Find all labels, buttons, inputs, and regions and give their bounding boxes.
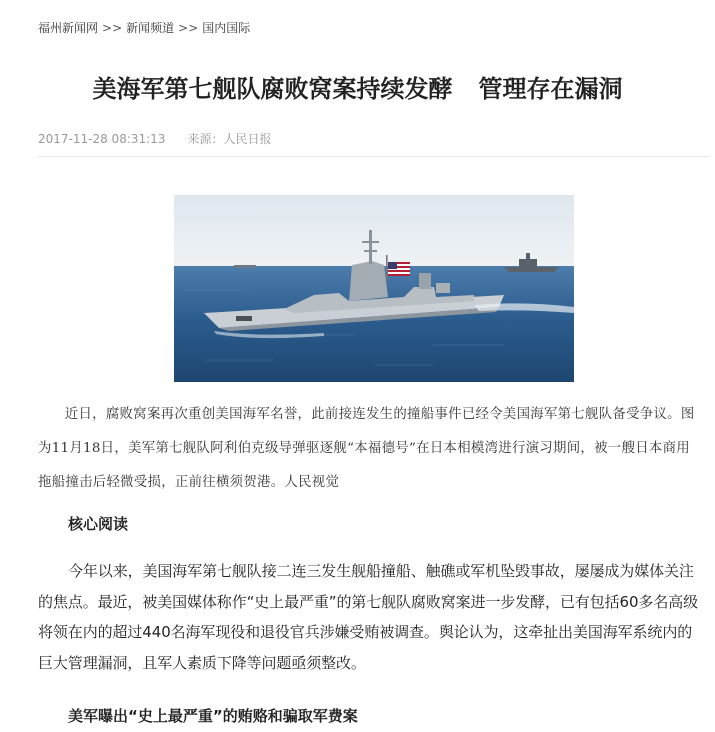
section-title-core-reading: 核心阅读 bbox=[68, 515, 129, 533]
breadcrumb-separator: >> bbox=[102, 21, 123, 35]
breadcrumb-link-home[interactable]: 福州新闻网 bbox=[38, 21, 99, 35]
article-title bbox=[0, 72, 715, 106]
article-paragraph: 今年以来，美国海军第七舰队接二连三发生舰船撞船、触礁或军机坠毁事故，屡屡成为媒体关注的焦点。最近，被美国媒体称作“史上最严重”的第七舰队腐败窝案进一步发酵，已有包括60多名高级将领在内的超过440名海军现役和退役官兵涉嫌受贿被调查。舆论认为，这牵扯出美国海军系统内的巨大管理漏洞，且军人素质下降等问题亟须整改。 bbox=[38, 562, 699, 672]
article-title-main: 美海军第七舰队腐败窝案持续发酵 bbox=[92, 75, 453, 103]
source-label: 来源： bbox=[187, 132, 224, 146]
breadcrumb-separator: >> bbox=[178, 21, 199, 35]
article-meta bbox=[38, 131, 271, 147]
source-name: 人民日报 bbox=[223, 132, 272, 146]
breadcrumb bbox=[38, 20, 250, 36]
publish-datetime: 2017-11-28 08:31:13 bbox=[38, 132, 166, 146]
breadcrumb-link-news-channel[interactable]: 新闻频道 bbox=[126, 21, 175, 35]
photo-caption: 近日，腐败窝案再次重创美国海军名誉，此前接连发生的撞船事件已经令美国海军第七舰队备受争议。图为11月18日，美军第七舰队阿利伯克级导弹驱逐舰“本福德号”在日本相模湾进行演习期间，被一艘日本商用拖船撞击后轻微受损，正前往横须贺港。人民视觉 bbox=[38, 407, 695, 490]
breadcrumb-link-domestic-intl[interactable]: 国内国际 bbox=[202, 21, 251, 35]
article-title-sub: 管理存在漏洞 bbox=[478, 75, 623, 103]
article-photo bbox=[174, 195, 574, 382]
meta-divider bbox=[38, 156, 710, 157]
section-title-bribery-case: 美军曝出“史上最严重”的贿赂和骗取军费案 bbox=[68, 707, 358, 725]
